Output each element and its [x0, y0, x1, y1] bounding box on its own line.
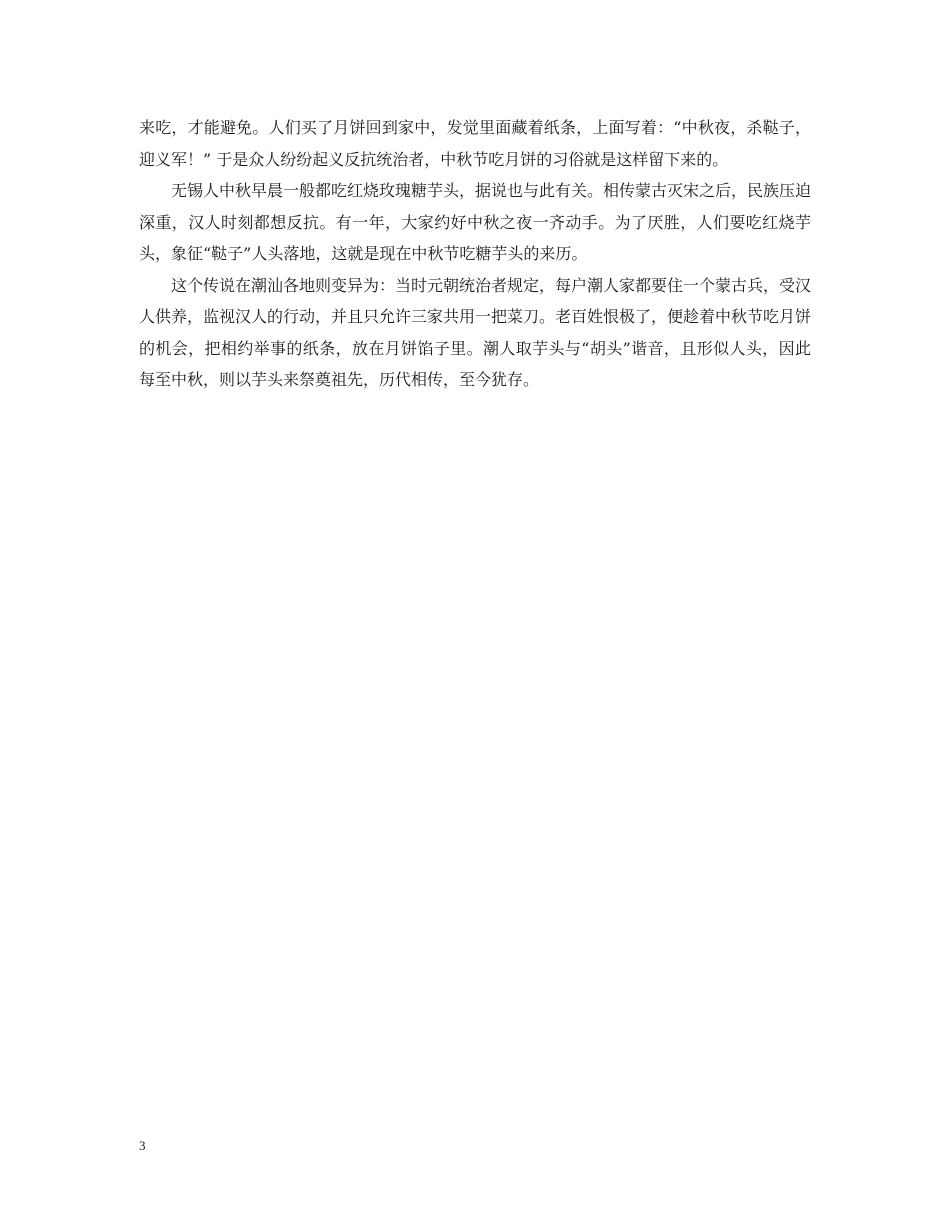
paragraph-wuxi-taro: 无锡人中秋早晨一般都吃红烧玫瑰糖芋头，据说也与此有关。相传蒙古灭宋之后，民族压迫深重，汉人时刻都想反抗。有一年，大家约好中秋之夜一齐动手。为了厌胜，人们要吃红烧芋头，象征“鞑子”人头落地，这就是现在中秋节吃糖芋头的来历。 — [139, 181, 812, 263]
page-number: 3 — [139, 1138, 146, 1153]
body-text — [139, 112, 811, 396]
paragraph-continuation: 来吃，才能避免。人们买了月饼回到家中，发觉里面藏着纸条，上面写着：“中秋夜，杀鞑子，迎义军！” 于是众人纷纷起义反抗统治者，中秋节吃月饼的习俗就是这样留下来的。 — [139, 118, 811, 169]
paragraph-chaoshan-legend: 这个传说在潮汕各地则变异为：当时元朝统治者规定，每户潮人家都要住一个蒙古兵，受汉人供养，监视汉人的行动，并且只允许三家共用一把菜刀。老百姓恨极了，便趁着中秋节吃月饼的机会，把相约举事的纸条，放在月饼馅子里。潮人取芋头与“胡头”谐音，且形似人头，因此每至中秋，则以芋头来祭奠祖先，历代相传，至今犹存。 — [139, 275, 812, 389]
